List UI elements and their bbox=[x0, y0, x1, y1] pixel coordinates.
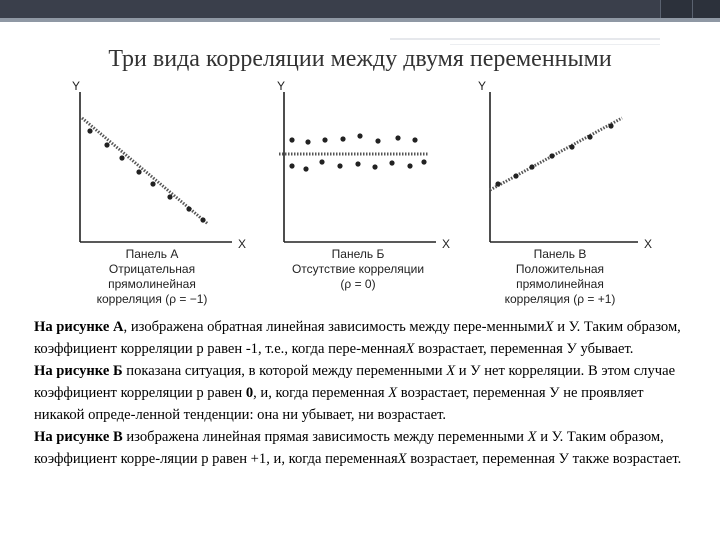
paragraph-text: показана ситуация, в которой между переменными bbox=[122, 363, 447, 379]
y-axis-label: Y bbox=[277, 79, 286, 93]
panel-a bbox=[72, 79, 246, 306]
paragraph-text: , изображена обратная линейная зависимость между пере-менными bbox=[123, 319, 545, 335]
scatter-point bbox=[305, 139, 310, 144]
scatter-point bbox=[186, 206, 191, 211]
scatter-point bbox=[136, 169, 141, 174]
paragraph-lead: На рисунке В bbox=[34, 429, 123, 445]
scatter-point bbox=[375, 138, 380, 143]
variable: Х bbox=[544, 319, 554, 335]
scatter-point bbox=[150, 181, 155, 186]
paragraph-text: возрастает, переменная У также возрастает. bbox=[406, 451, 682, 467]
paragraph-text: , и, когда переменная bbox=[253, 385, 389, 401]
paragraph-text: и У нет корреляции. В этом случае коэффициент корреляции р равен bbox=[34, 363, 676, 401]
scatter-point bbox=[608, 123, 613, 128]
paragraph-lead: На рисунке А bbox=[34, 319, 124, 335]
panel-caption-line: Отсутствие корреляции bbox=[291, 262, 425, 276]
scatter-point bbox=[421, 159, 426, 164]
y-axis-label: Y bbox=[72, 79, 81, 93]
scatter-point bbox=[167, 194, 172, 199]
paragraph-lead: На рисунке Б bbox=[34, 363, 123, 379]
scatter-point bbox=[319, 159, 324, 164]
scatter-point bbox=[355, 161, 360, 166]
scatter-point bbox=[119, 155, 124, 160]
scatter-point bbox=[289, 163, 294, 168]
panel-caption-line: Панель В bbox=[533, 247, 587, 261]
panel-c bbox=[478, 79, 652, 306]
panel-caption-line: Положительная bbox=[515, 262, 605, 276]
scatter-point bbox=[303, 166, 308, 171]
scatter-point bbox=[569, 144, 574, 149]
slide-header-bar bbox=[0, 0, 720, 22]
scatter-point bbox=[529, 164, 534, 169]
header-band bbox=[0, 0, 720, 18]
scatter-point bbox=[200, 217, 205, 222]
scatter-point bbox=[495, 181, 500, 186]
paragraph-text: и У. Таким образом, коэффициент корреляции р равен -1, т.е., когда пере-менная bbox=[34, 319, 681, 357]
header-highlight bbox=[450, 44, 660, 45]
panel-caption-line: корреляция (ρ = +1) bbox=[504, 292, 616, 306]
paragraph-text: возрастает, переменная У не проявляет никакой опреде-ленной тенденции: она ни убывает, ни возрастает. bbox=[34, 385, 644, 423]
panel-caption-line: прямолинейная bbox=[108, 277, 196, 291]
header-tab bbox=[692, 0, 720, 18]
slide-title: Три вида корреляции между двумя переменными bbox=[108, 46, 612, 72]
correlation-panels-figure bbox=[0, 78, 720, 314]
scatter-point bbox=[412, 137, 417, 142]
header-accent-stripe bbox=[0, 18, 720, 22]
scatter-point bbox=[87, 128, 92, 133]
paragraph-panel-b bbox=[34, 360, 694, 426]
paragraph-panel-a bbox=[34, 316, 694, 360]
panel-caption-line: Панель А bbox=[125, 247, 179, 261]
scatter-point bbox=[587, 134, 592, 139]
paragraph-text: изображена линейная прямая зависимость между переменными bbox=[122, 429, 528, 445]
trend-line bbox=[490, 118, 622, 190]
coefficient-value: 0 bbox=[245, 385, 254, 401]
scatter-point bbox=[407, 163, 412, 168]
panel-caption-line: Отрицательная bbox=[108, 262, 196, 276]
variable: Х bbox=[388, 385, 398, 401]
variable: Х bbox=[405, 341, 415, 357]
panel-caption-line: корреляция (ρ = −1) bbox=[96, 292, 208, 306]
header-tab bbox=[660, 0, 693, 18]
variable: Х bbox=[527, 429, 537, 445]
x-axis-label: X bbox=[644, 237, 653, 251]
y-axis-label: Y bbox=[478, 79, 487, 93]
panel-caption-line: Панель Б bbox=[331, 247, 385, 261]
scatter-point bbox=[372, 164, 377, 169]
x-axis-label: X bbox=[238, 237, 247, 251]
panel-b bbox=[277, 79, 450, 291]
scatter-point bbox=[513, 173, 518, 178]
scatter-point bbox=[337, 163, 342, 168]
scatter-point bbox=[389, 160, 394, 165]
scatter-point bbox=[322, 137, 327, 142]
scatter-point bbox=[289, 137, 294, 142]
variable: Х bbox=[446, 363, 456, 379]
scatter-point bbox=[340, 136, 345, 141]
scatter-point bbox=[357, 133, 362, 138]
scatter-point bbox=[549, 153, 554, 158]
paragraph-panel-c bbox=[34, 426, 694, 470]
scatter-point bbox=[395, 135, 400, 140]
header-highlight bbox=[390, 38, 660, 40]
scatter-point bbox=[104, 142, 109, 147]
explanation-text bbox=[34, 316, 694, 470]
x-axis-label: X bbox=[442, 237, 451, 251]
panel-caption-line: (ρ = 0) bbox=[340, 277, 376, 291]
paragraph-text: возрастает, переменная У убывает. bbox=[414, 341, 634, 357]
variable: Х bbox=[397, 451, 407, 467]
panel-caption-line: прямолинейная bbox=[516, 277, 604, 291]
scatter-points bbox=[87, 128, 205, 222]
paragraph-text: и У. Таким образом, коэффициент корре-ляции р равен +1, и, когда переменная bbox=[34, 429, 664, 467]
